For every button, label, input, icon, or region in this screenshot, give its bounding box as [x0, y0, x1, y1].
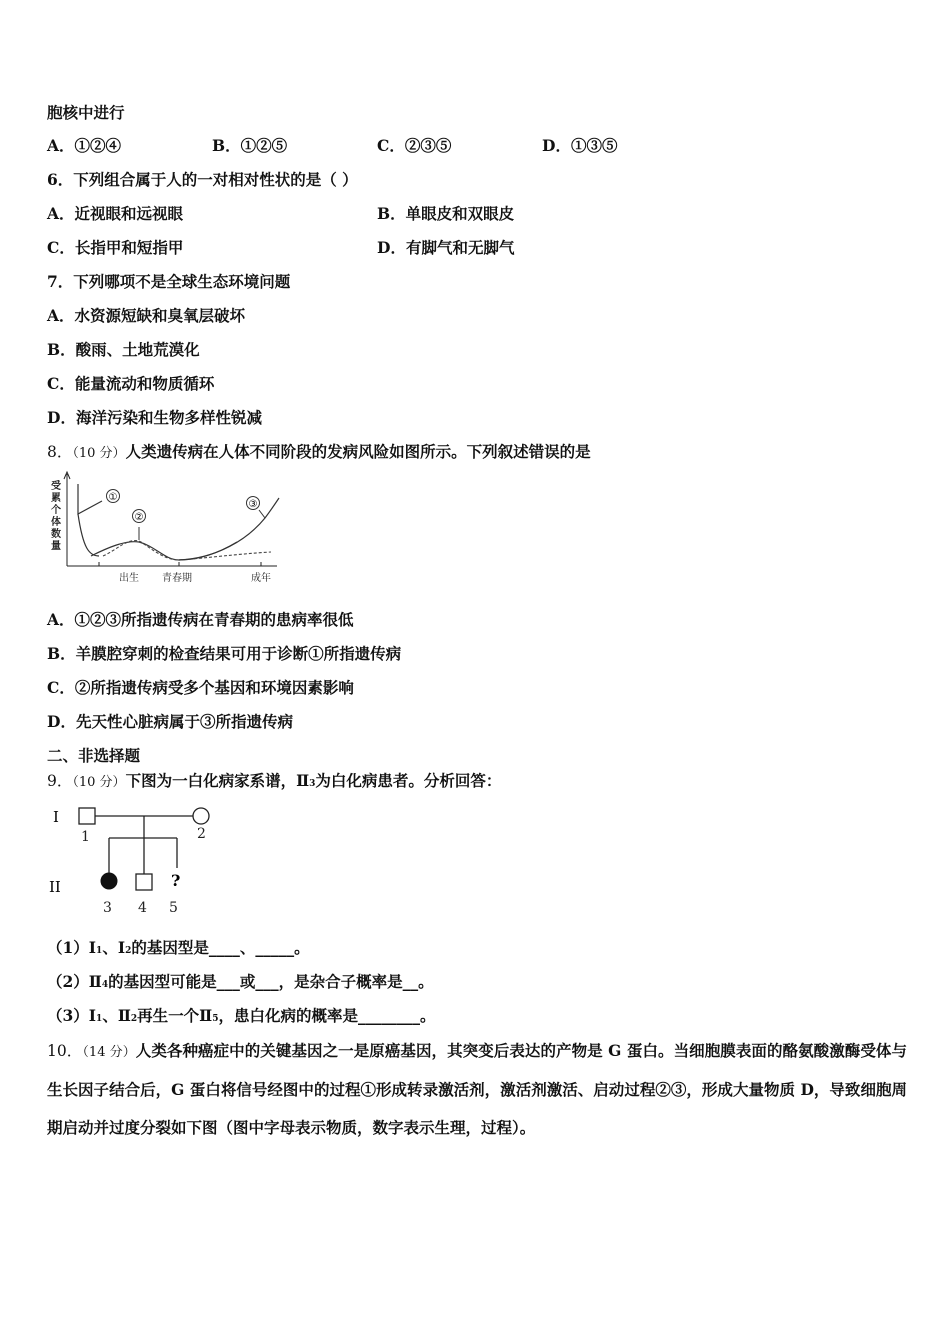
q8-option-b: B．羊膜腔穿刺的检查结果可用于诊断①所指遗传病 — [47, 644, 402, 663]
individual-2-female — [193, 808, 209, 824]
individual-5-unknown: ? — [171, 871, 181, 890]
q6-option-b: B．单眼皮和双眼皮 — [377, 204, 515, 223]
x-label-puberty: 青春期 — [162, 573, 192, 584]
svg-text:数: 数 — [51, 529, 61, 540]
curve-label-1: ① — [108, 492, 118, 503]
curve-2-dashed — [103, 541, 271, 560]
svg-text:量: 量 — [51, 541, 61, 552]
continued-text: 胞核中进行 — [47, 103, 125, 122]
q6-option-a: A．近视眼和远视眼 — [47, 204, 184, 223]
q8-option-d: D．先天性心脏病属于③所指遗传病 — [47, 712, 293, 731]
q5-option-d: D．①③⑤ — [542, 136, 618, 155]
svg-text:受: 受 — [51, 481, 61, 492]
curve-label-2: ② — [134, 512, 144, 523]
q8-option-a: A．①②③所指遗传病在青春期的患病率很低 — [47, 610, 354, 629]
individual-3-affected-female — [101, 873, 117, 889]
curve-1 — [78, 484, 102, 514]
svg-text:4: 4 — [138, 900, 147, 916]
q7-option-b: B．酸雨、土地荒漠化 — [47, 340, 200, 359]
svg-text:2: 2 — [197, 826, 206, 842]
svg-text:1: 1 — [81, 829, 90, 845]
q7-option-d: D．海洋污染和生物多样性锐减 — [47, 408, 262, 427]
y-axis-label — [51, 479, 62, 552]
q10-paragraph: 10．（14 分）人类各种癌症中的关键基因之一是原癌基因，其突变后表达的产物是 G 蛋白。当细胞膜表面的酪氨酸激酶受体与生长因子结合后，G 蛋白将信号经图中的过程①形成转录激活剂，激活剂激活、启动过程②③，形成大量物质 D，导致细胞周期启动并过度分裂如下图（图中字母表示物质，数字表示生理，过程）。 — [47, 1041, 907, 1137]
q6-option-c: C．长指甲和短指甲 — [47, 238, 184, 257]
section-heading: 二、非选择题 — [47, 746, 141, 765]
individual-4-male — [136, 874, 152, 890]
generation-1-label: I — [53, 808, 59, 826]
generation-2-label: II — [49, 878, 61, 896]
svg-text:个: 个 — [51, 505, 61, 516]
individual-1-male — [79, 808, 95, 824]
q8-risk-figure — [47, 470, 287, 588]
svg-text:体: 体 — [51, 517, 61, 528]
q7-stem: 7．下列哪项不是全球生态环境问题 — [47, 272, 291, 291]
x-label-birth: 出生 — [119, 573, 139, 584]
q5-option-c: C．②③⑤ — [377, 136, 452, 155]
q9-stem: 9．（10 分）下图为一白化病家系谱，Ⅱ3为白化病患者。分析回答： — [47, 771, 502, 790]
curve-label-3: ③ — [248, 499, 258, 510]
q9-pedigree-chart — [47, 800, 227, 920]
q8-option-c: C．②所指遗传病受多个基因和环境因素影响 — [47, 678, 354, 697]
q7-option-c: C．能量流动和物质循环 — [47, 374, 215, 393]
svg-text:累: 累 — [51, 493, 61, 504]
label-3-leader — [259, 510, 265, 518]
q7-option-a: A．水资源短缺和臭氧层破坏 — [47, 306, 246, 325]
x-label-adult: 成年 — [251, 573, 271, 584]
q9-sub1: （1）Ⅰ1、Ⅰ2的基因型是____、_____。 — [47, 938, 310, 957]
q5-option-b: B．①②⑤ — [212, 136, 288, 155]
curve-3 — [179, 498, 279, 560]
q6-stem: 6．下列组合属于人的一对相对性状的是（ ） — [47, 170, 358, 189]
q9-sub3: （3）Ⅰ1、Ⅱ2再生一个Ⅱ5，患白化病的概率是________。 — [47, 1006, 436, 1025]
curve-1-lower — [78, 514, 99, 556]
q8-stem: 8．（10 分）人类遗传病在人体不同阶段的发病风险如图所示。下列叙述错误的是 — [47, 442, 591, 461]
q9-sub2: （2）Ⅱ4的基因型可能是___或___，是杂合子概率是__。 — [47, 972, 434, 991]
svg-text:3: 3 — [103, 900, 112, 916]
q5-option-a: A．①②④ — [47, 136, 122, 155]
q6-option-d: D．有脚气和无脚气 — [377, 238, 515, 257]
svg-text:5: 5 — [169, 900, 178, 916]
